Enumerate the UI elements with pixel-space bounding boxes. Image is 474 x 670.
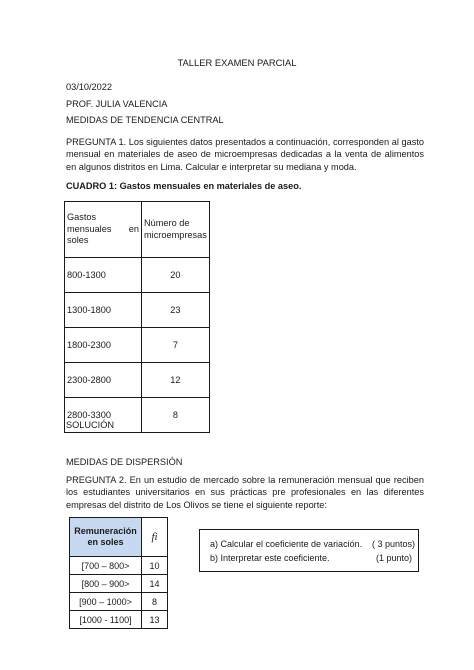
question-2-text: PREGUNTA 2. En un estudio de mercado sobre la remuneración mensual que reciben los estudiantes universitarios en sus prácticas pre profesionales en las diferentes empresas del distrito de Los Olivos se tiene el siguiente reporte:: [66, 475, 424, 510]
fi-cell: 8: [142, 593, 168, 611]
task-a-points: ( 3 puntos): [372, 539, 416, 549]
salary-table: [69, 517, 168, 629]
table-row: [65, 328, 210, 363]
fi-cell: 10: [142, 557, 168, 575]
fi-cell: 13: [142, 611, 168, 629]
count-cell: 8: [142, 398, 210, 433]
table-row: [70, 593, 168, 611]
table-1-caption: CUADRO 1: Gastos mensuales en materiales de aseo.: [66, 181, 302, 191]
tasks-box: [199, 529, 419, 572]
column-header-count: Número de microempresas: [144, 218, 207, 240]
task-a-text: a) Calcular el coeficiente de variación.: [210, 539, 363, 549]
section-title-dispersion: MEDIDAS DE DISPERSIÓN: [66, 457, 183, 467]
task-b-points: (1 punto): [376, 553, 413, 563]
column-header-salary: Remuneración en soles: [70, 518, 142, 557]
expense-range-cell: 2300-2800: [65, 363, 142, 398]
count-cell: 7: [142, 328, 210, 363]
table-row: [70, 611, 168, 629]
expense-range-cell: 800-1300: [65, 258, 142, 293]
salary-range-cell: [700 – 800>: [70, 557, 142, 575]
salary-range-cell: [900 – 1000>: [70, 593, 142, 611]
table-row: [65, 258, 210, 293]
salary-range-cell: [1000 - 1100]: [70, 611, 142, 629]
table-row: [70, 575, 168, 593]
column-header-fi: fi: [142, 518, 168, 557]
table-row: [70, 557, 168, 575]
table-row: [65, 293, 210, 328]
question-1-text: PREGUNTA 1. Los siguientes datos presentados a continuación, corresponden al gasto mensual en materiales de aseo de microempresas dedicadas a la venta de alimentos en algunos distritos en Lima. Calcular e interpretar su mediana y moda.: [66, 137, 424, 172]
task-b-text: b) Interpretar este coeficiente.: [210, 553, 330, 563]
section-title-central-tendency: MEDIDAS DE TENDENCIA CENTRAL: [66, 115, 224, 125]
table-header-row: [70, 518, 168, 557]
table-header-row: [65, 202, 210, 258]
salary-range-cell: [800 – 900>: [70, 575, 142, 593]
solution-label: SOLUCIÓN: [66, 420, 114, 430]
expense-range-cell: 2800-3300: [65, 398, 142, 433]
professor-name: PROF. JULIA VALENCIA: [66, 99, 168, 109]
expenses-table: [64, 201, 210, 433]
column-header-expenses: Gastos mensuales en soles: [67, 212, 139, 246]
document-date: 03/10/2022: [66, 82, 112, 92]
expense-range-cell: 1300-1800: [65, 293, 142, 328]
count-cell: 12: [142, 363, 210, 398]
count-cell: 23: [142, 293, 210, 328]
count-cell: 20: [142, 258, 210, 293]
fi-cell: 14: [142, 575, 168, 593]
table-row: [65, 363, 210, 398]
expense-range-cell: 1800-2300: [65, 328, 142, 363]
document-title: TALLER EXAMEN PARCIAL: [177, 57, 297, 68]
